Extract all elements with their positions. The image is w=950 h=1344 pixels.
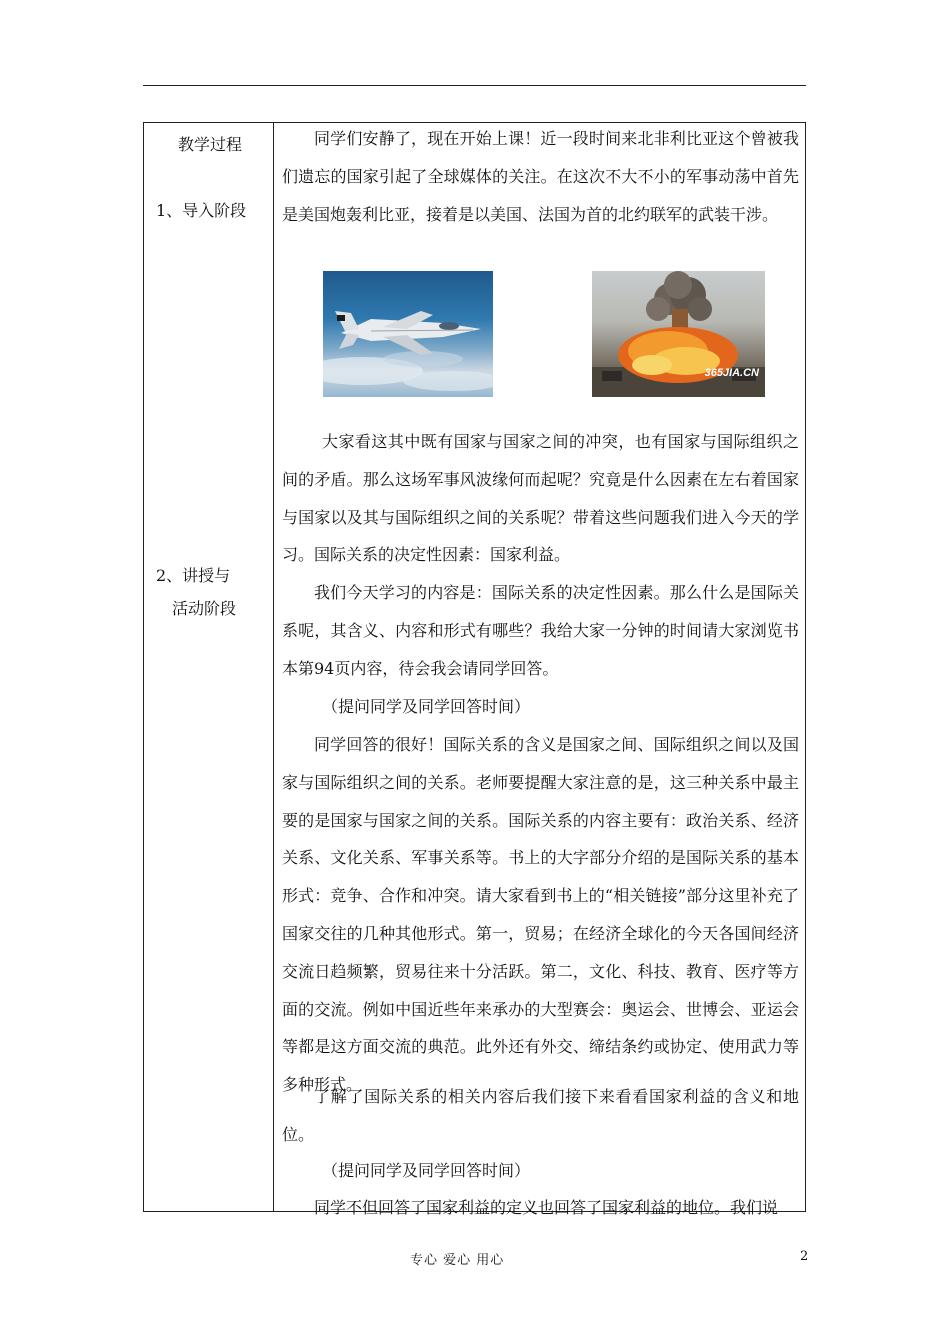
footer-motto: 专心 爱心 用心 — [410, 1253, 505, 1268]
topic-paragraph: 我们今天学习的内容是：国际关系的决定性因素。那么什么是国际关系呢，其含义、内容和形式有哪些？我给大家一分钟的时间请大家浏览书本第94页内容，待会我会请同学回答。 — [282, 583, 799, 678]
stage-intro-label: 1、导入阶段 — [156, 201, 247, 220]
stage-lecture-label: 2、讲授与 — [156, 566, 231, 585]
page-number: 2 — [800, 1249, 809, 1264]
closing-paragraph: 同学不但回答了国家利益的定义也回答了国家利益的地位。我们说 — [314, 1198, 779, 1217]
lesson-table — [143, 122, 806, 1217]
fighter-jet-photo — [323, 271, 493, 397]
answer-time-note-2: （提问同学及同学回答时间） — [322, 1161, 531, 1180]
stage-activity-label: 活动阶段 — [172, 599, 237, 618]
explosion-photo — [592, 271, 765, 397]
photo-watermark: 365JIA.CN — [704, 367, 759, 379]
content-column — [274, 123, 805, 1217]
header-rule — [143, 85, 806, 86]
intro-paragraph: 同学们安静了，现在开始上课！近一段时间来北非利比亚这个曾被我们遗忘的国家引起了全球媒体的关注。在这次不大不小的军事动荡中首先是美国炮轰利比亚，接着是以美国、法国为首的北约联军的武装干涉。 — [282, 129, 799, 224]
process-heading: 教学过程 — [178, 135, 243, 154]
answer-time-note-1: （提问同学及同学回答时间） — [322, 697, 531, 716]
national-interest-paragraph: 了解了国际关系的相关内容后我们接下来看看国家利益的含义和地位。 — [282, 1087, 799, 1144]
stage-column — [144, 123, 273, 1211]
relations-paragraph: 同学回答的很好！国际关系的含义是国家之间、国际组织之间以及国家与国际组织之间的关系。老师要提醒大家注意的是，这三种关系中最主要的是国家与国家之间的关系。国际关系的内容主要有：政治关系、经济关系、文化关系、军事关系等。书上的大字部分介绍的是国际关系的基本形式：竞争、合作和冲突。请大家看到书上的“相关链接”部分这里补充了国家交往的几种其他形式。第一，贸易；在经济全球化的今天各国间经济交流日趋频繁，贸易往来十分活跃。第二，文化、科技、教育、医疗等方面的交流。例如中国近些年来承办的大型赛会：奥运会、世博会、亚运会等都是这方面交流的典范。此外还有外交、缔结条约或协定、使用武力等多种形式。 — [282, 735, 799, 1095]
conflict-paragraph: 大家看这其中既有国家与国家之间的冲突，也有国家与国际组织之间的矛盾。那么这场军事风波缘何而起呢？究竟是什么因素在左右着国家与国家以及其与国际组织之间的关系呢？带着这些问题我们进入今天的学习。国际关系的决定性因素：国家利益。 — [282, 432, 799, 565]
